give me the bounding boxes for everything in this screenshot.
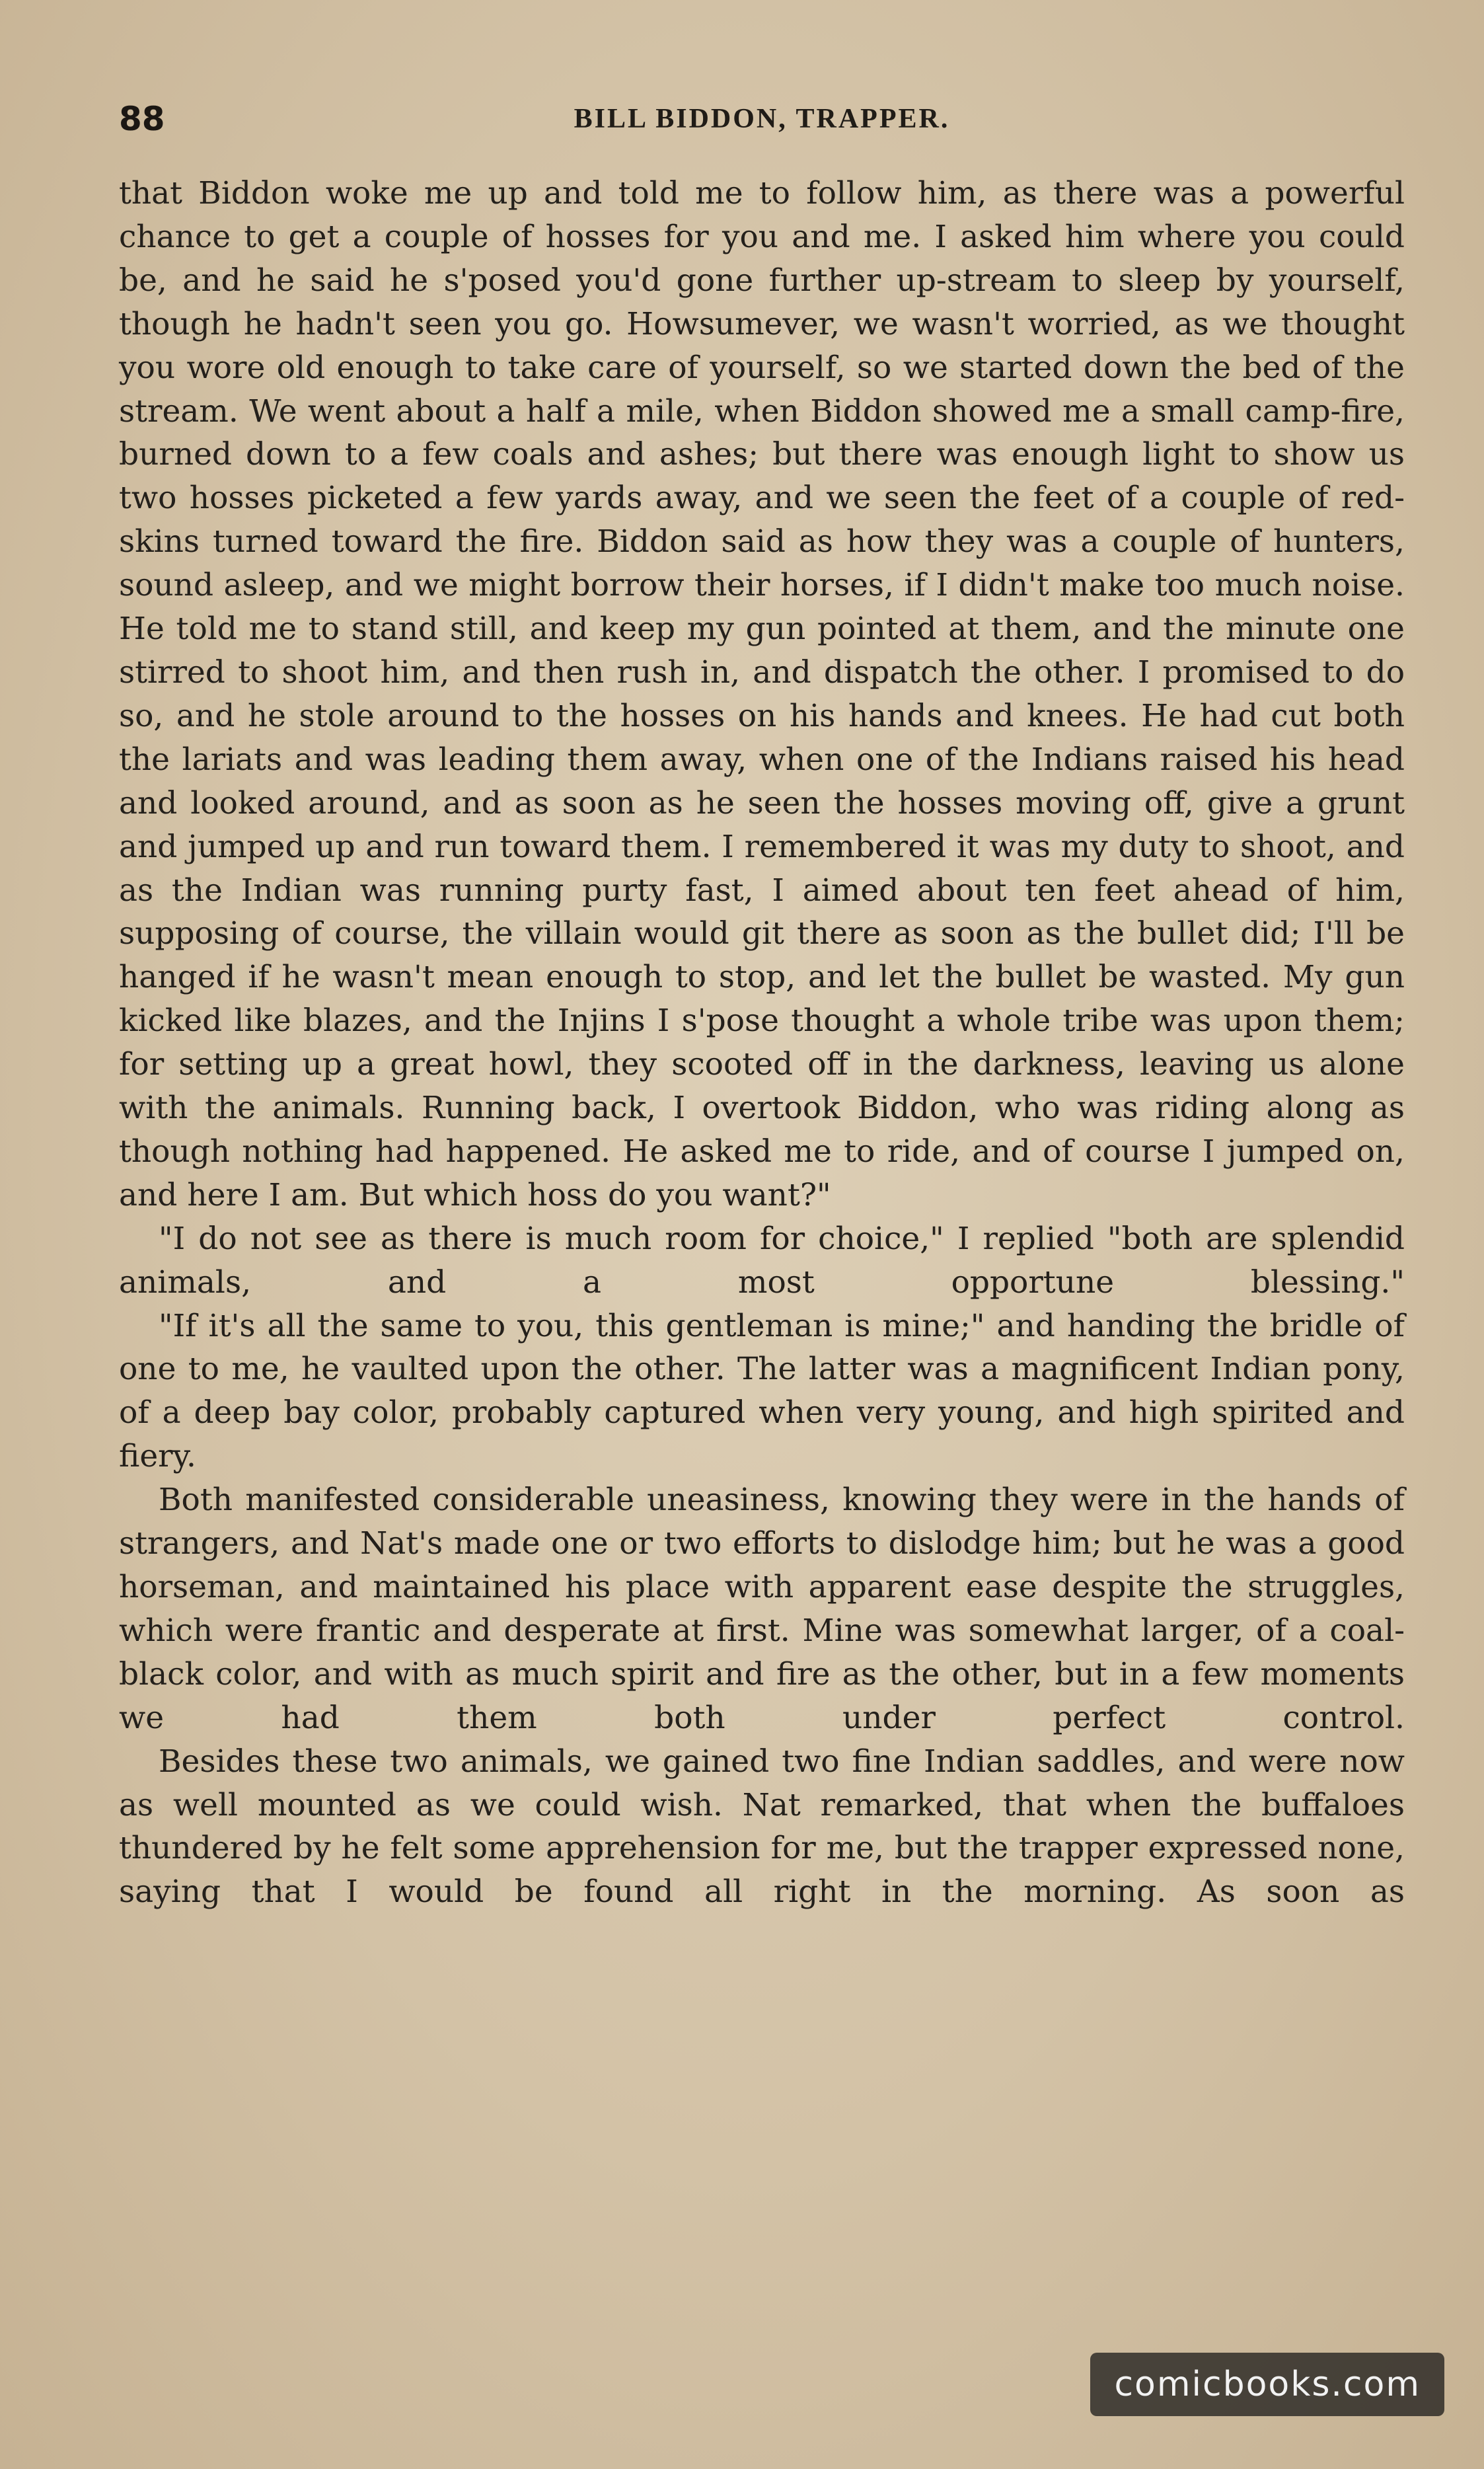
paragraph-2: "I do not see as there is much room for choice," I replied "both are splendid animals, and a most opportune blessing."	[119, 1220, 1405, 1301]
paragraph-4: Both manifested considerable uneasiness, knowing they were in the hands of strangers, and Nat's made one or two efforts to dislodge him; but he was a good horseman, and maintained his place with apparent ease despite the struggles, which were frantic and desperate at first. Mine was somewhat larger, of a coal-black color, and with as much spirit and fire as the other, but in a few moments we had them both under perfect control.	[119, 1482, 1405, 1736]
running-head: BILL BIDDON, TRAPPER.	[574, 104, 950, 134]
watermark: comicbooks.com	[1090, 2353, 1444, 2416]
page-number: 88	[119, 100, 165, 138]
page-header	[119, 93, 1405, 145]
paragraph-1: that Biddon woke me up and told me to follow him, as there was a powerful chance to get a couple of hosses for you and me. I asked him where you could be, and he said he s'posed you'd gone further up-stream to sleep by yourself, though he hadn't seen you go. Howsumever, we wasn't worried, as we thought you wore old enough to take care of yourself, so we started down the bed of the stream. We went about a half a mile, when Biddon showed me a small camp-fire, burned down to a few coals and ashes; but there was enough light to show us two hosses picketed a few yards away, and we seen the feet of a couple of red-skins turned toward the fire. Biddon said as how they was a couple of hunters, sound asleep, and we might borrow their horses, if I didn't make too much noise. He told me to stand still, and keep my gun pointed at them, and the minute one stirred to shoot him, and then rush in, and dispatch the other. I promised to do so, and he stole around to the hosses on his hands and knees. He had cut both the lariats and was leading them away, when one of the Indians raised his head and looked around, and as soon as he seen the hosses moving off, give a grunt and jumped up and run toward them. I remembered it was my duty to shoot, and as the Indian was running purty fast, I aimed about ten feet ahead of him, supposing of course, the villain would git there as soon as the bullet did; I'll be hanged if he wasn't mean enough to stop, and let the bullet be wasted. My gun kicked like blazes, and the Injins I s'pose thought a whole tribe was upon them; for setting up a great howl, they scooted off in the darkness, leaving us alone with the animals. Running back, I overtook Biddon, who was riding along as though nothing had happened. He asked me to ride, and of course I jumped on, and here I am. But which hoss do you want?"	[119, 175, 1405, 1213]
paragraph-5: Besides these two animals, we gained two fine Indian saddles, and were now as well mounted as we could wish. Nat remarked, that when the buffaloes thundered by he felt some apprehension for me, but the trapper expressed none, saying that I would be found all right in the morning. As soon as	[119, 1743, 1405, 1911]
body-text	[119, 172, 1405, 1914]
paragraph-3: "If it's all the same to you, this gentleman is mine;" and handing the bridle of one to me, he vaulted upon the other. The latter was a magnificent Indian pony, of a deep bay color, probably captured when very young, and high spirited and fiery.	[119, 1307, 1405, 1475]
